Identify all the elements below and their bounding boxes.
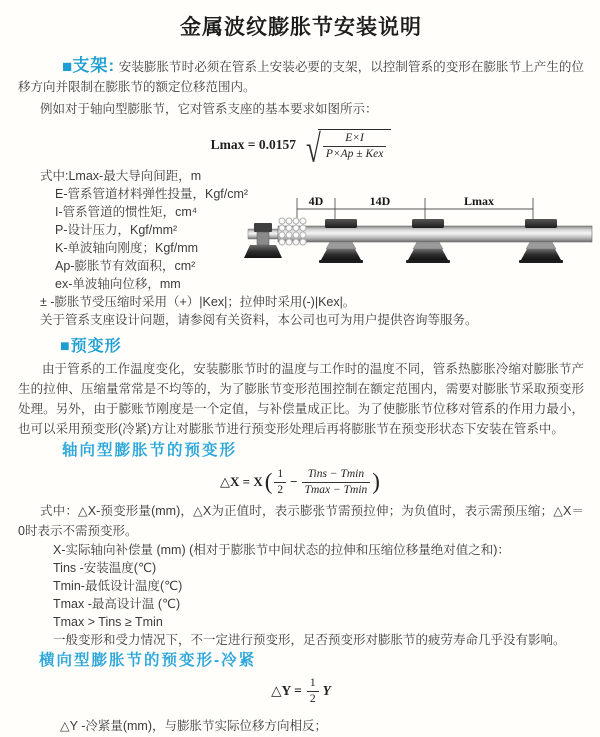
section-marker-icon: ■: [62, 57, 73, 76]
dim-label-14d: 14D: [369, 194, 391, 208]
consult-note: 关于管系支座设计问题，请参阅有关资料，本公司也可为用户提供咨询等服务。: [40, 313, 478, 327]
pipe-support-diagram: [244, 190, 596, 288]
anchor-support: [244, 223, 282, 258]
dim-label-lmax: Lmax: [464, 194, 494, 208]
var-definition-ex: ex-单波轴向位移，mm: [55, 277, 181, 291]
var-definition-P: P-设计压力，Kgf/mm²: [55, 223, 178, 237]
formula-lmax-numerator: E×I: [345, 132, 364, 145]
axial-definitions: [18, 541, 584, 649]
frac-half-num: 1: [277, 468, 284, 481]
dim-label-4d: 4D: [308, 194, 324, 208]
frac-half-den: 2: [274, 482, 286, 497]
def-inequality: Tmax > Tins ≥ Tmin: [53, 615, 163, 629]
vars-label: 式中:Lmax-最大导向间距，m: [40, 169, 202, 183]
section-heading-support: 支架:: [72, 56, 116, 75]
support-intro-text: 安装膨胀节时必须在管系上安装必要的支架，以控制管系的变形在膨胀节上产生的位移方向并限制在膨胀节的额定位移范围内。: [18, 60, 584, 94]
lateral-definition: △Y -冷紧量(mm)，与膨胀节实际位移方向相反；: [60, 719, 328, 733]
plus-minus-note: ± -膨胀节受压缩时采用（+）|Kex|；拉伸时采用(-)|Kex|。: [40, 295, 356, 309]
formula-lmax-lhs: Lmax = 0.0157: [210, 137, 296, 152]
def-Tmax: Tmax -最高设计温 (℃): [53, 597, 181, 611]
var-definition-E: E-管系管道材料弹性投量，Kgf/cm²: [55, 187, 249, 201]
formula-axial-lhs: △X = X: [220, 474, 263, 489]
var-definition-I: I-管系管道的惯性矩，cm⁴: [55, 205, 198, 219]
frac-temp-den: Tmax − Tmin: [302, 482, 371, 497]
predeform-paragraph: 由于管系的工作温度变化，安装膨胀节时的温度与工作时的温度不同，管系热膨胀冷缩对膨胀节产生的拉伸、压缩量常常是不均等的，为了膨胀节变形范围控制在额定范围内，需要对膨胀节采取预变形处理。另外，由于膨账节刚度是一个定值，与补偿量成正比。为了使膨胀节位移对管系的作用力最小，也可以采用预变形(冷紧)方让对膨胀节进行预变形处理后再将膨胀节在预变形状态下安装在管系中。: [18, 362, 584, 436]
sqrt-radical: [306, 126, 391, 170]
section-heading-predeform: ■预变形: [60, 338, 122, 355]
formula-lateral-rhs: Y: [322, 683, 331, 698]
frac-lateral-num: 1: [309, 677, 316, 690]
pipe: [278, 226, 592, 242]
sqrt-sign-icon: √: [306, 126, 321, 170]
section-marker-icon: ■: [60, 338, 71, 355]
subheading-lateral: 横向型膨胀节的预变形-冷紧: [39, 652, 257, 669]
page-title: 金属波纹膨胀节安装说明: [180, 16, 422, 39]
formula-lateral-lhs: △Y =: [271, 683, 302, 698]
axial-explain-paragraph: 式中：△X-预变形量(mm)，△X为正值时，表示膨张节需预拉伸；为负值时，表示需预压缩；△X＝0时表示不需预变形。: [18, 504, 584, 538]
axial-note: 一般变形和受力情况下，不一定进行预变形，足否预变形对膨胀节的疲劳寿命几乎没有影响。: [53, 633, 566, 647]
subheading-axial: 轴向型膨胀节的预变形: [62, 442, 238, 459]
frac-lateral-den: 2: [307, 691, 319, 706]
formula-axial: △X = X ( $\frac{1}{2}$ − $\frac{\text{Tins − Tmin}}{Tmax - Tmin}$ ): [220, 468, 380, 496]
formula-lmax: [18, 126, 584, 170]
formula-lateral: [18, 678, 584, 704]
def-Tins: Tins -安装温度(℃): [53, 561, 157, 575]
support-intro-paragraph: [18, 57, 584, 97]
formula-lmax-denominator: P×Ap ± Kex: [323, 146, 387, 161]
def-X: X-实际轴向补偿量 (mm) (相对于膨胀节中间状态的拉伸和压缩位移量绝对值之和)：: [53, 543, 510, 557]
support-example-line: 例如对于轴向型膨胀节，它对管系支座的基本要求如图所示：: [40, 102, 378, 116]
def-Tmin: Tmin-最低设计温度(℃): [53, 579, 183, 593]
var-definition-K: K-单波轴向刚度；Kgf/mm: [55, 241, 199, 255]
var-definition-Ap: Ap-膨胀节有效面积，cm²: [55, 259, 196, 273]
minus-operator: −: [290, 474, 298, 489]
frac-temp-num: Tins − Tmin: [307, 468, 365, 481]
